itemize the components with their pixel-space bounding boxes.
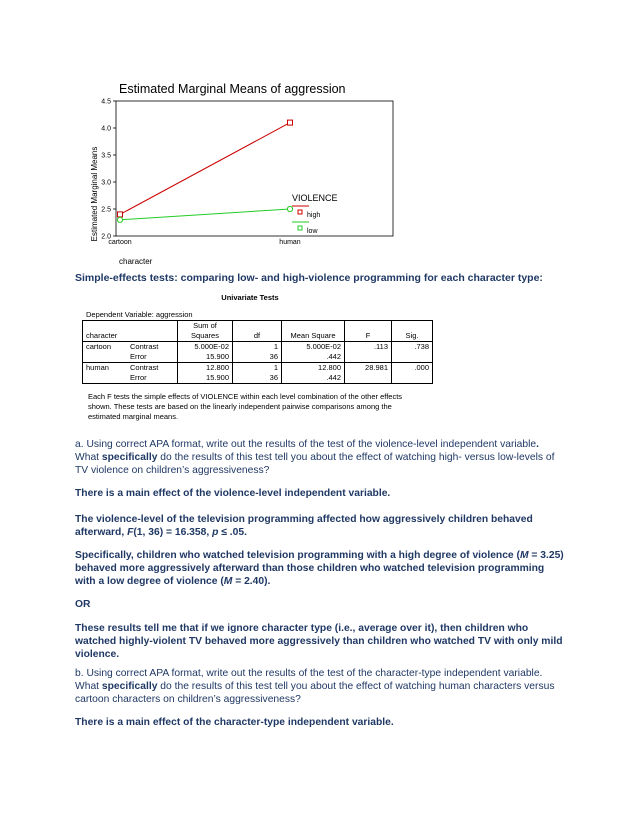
table-row	[83, 363, 433, 374]
cell-ss: 12.800	[178, 363, 233, 374]
table-row	[83, 373, 433, 384]
answer-a-apa-df: (1, 36) = 16.358,	[133, 527, 213, 538]
legend-label-low: low	[307, 228, 318, 235]
cell-character	[83, 352, 128, 363]
y-tick-label: 4.0	[101, 125, 111, 133]
answer-a-specific	[75, 549, 565, 588]
cell-sig	[392, 352, 433, 363]
cell-ss: 15.900	[178, 352, 233, 363]
m-symbol: M	[519, 550, 529, 561]
legend-marker-high	[298, 210, 302, 214]
x-axis	[108, 239, 300, 246]
y-axis-title: Estimated Marginal Means	[90, 146, 99, 242]
cell-f: .113	[345, 342, 392, 353]
question-b-rest: do the results of this test tell you about the effect of watching human characters versus cartoon characters on children’s aggressiveness?	[75, 681, 555, 705]
header-ss-line1: Sum of	[178, 321, 233, 332]
cell-ss: 15.900	[178, 373, 233, 384]
cell-ms: .442	[282, 373, 345, 384]
y-axis	[101, 99, 116, 241]
y-tick-label: 2.0	[101, 233, 111, 241]
f-symbol: F	[127, 527, 134, 538]
x-tick-label: cartoon	[108, 239, 132, 246]
cell-character	[83, 373, 128, 384]
data-point-high	[118, 212, 123, 217]
cell-df: 36	[233, 373, 282, 384]
answer-a-main-effect: There is a main effect of the violence-level independent variable.	[75, 488, 391, 499]
answer-a-apa-text: The violence-level of the television programming affected how aggressively children behaved afterward,	[75, 514, 533, 538]
cell-ms: .442	[282, 352, 345, 363]
header-f: F	[345, 331, 392, 342]
cell-sig	[392, 373, 433, 384]
data-point-low	[287, 206, 292, 211]
cell-df: 1	[233, 342, 282, 353]
plot-border	[116, 101, 393, 236]
cell-ms: 5.000E-02	[282, 342, 345, 353]
cell-df: 1	[233, 363, 282, 374]
cell-ms: 12.800	[282, 363, 345, 374]
line-chart	[0, 0, 638, 270]
question-a-line1: a. Using correct APA format, write out the results of the test of the violence-level independent variable	[75, 439, 537, 450]
data-point-low	[117, 217, 122, 222]
header-df: df	[233, 331, 282, 342]
y-tick-label: 3.5	[101, 152, 111, 160]
or-label: OR	[75, 599, 91, 610]
question-b-what: What	[75, 681, 102, 692]
question-a-what: What	[75, 452, 102, 463]
question-a-specifically: specifically	[101, 452, 158, 463]
header-character: character	[83, 331, 128, 342]
question-a-period: .	[536, 439, 540, 450]
answer-a-apa	[75, 513, 565, 539]
cell-df: 36	[233, 352, 282, 363]
header-ss-line2: Squares	[178, 331, 233, 342]
p-symbol: p	[212, 527, 219, 538]
series-line-high	[120, 123, 290, 215]
table-footnote: Each F tests the simple effects of VIOLENCE within each level combination of the other effects shown. These tests are based on the linearly independent pairwise comparisons among the estimated marginal means.	[88, 392, 403, 421]
table-header-row	[83, 331, 433, 342]
cell-source: Error	[127, 373, 178, 384]
table-row	[83, 342, 433, 353]
cell-f	[345, 352, 392, 363]
y-tick-label: 2.5	[101, 206, 111, 214]
cell-source: Contrast	[127, 363, 178, 374]
legend-marker-low	[298, 226, 302, 230]
question-b-specifically: specifically	[101, 681, 158, 692]
answer-a-specific-text: Specifically, children who watched television programming with a high degree of violence (	[75, 550, 520, 561]
chart-title: Estimated Marginal Means of aggression	[119, 82, 346, 96]
answer-a-specific-mid: = 3.25) behaved more aggressively afterward than those children who watched television programming with a low degree of violence (	[75, 550, 564, 587]
cell-source: Error	[127, 352, 178, 363]
answer-a-specific-end: = 2.40).	[232, 576, 271, 587]
x-axis-title: character	[119, 257, 153, 266]
cell-sig: .000	[392, 363, 433, 374]
y-tick-label: 4.5	[101, 98, 111, 106]
cell-sig: .738	[392, 342, 433, 353]
header-sig: Sig.	[392, 331, 433, 342]
cell-character: human	[83, 363, 128, 374]
cell-character: cartoon	[83, 342, 128, 353]
answer-b-main-effect: There is a main effect of the character-type independent variable.	[75, 717, 394, 728]
table-title: Univariate Tests	[221, 293, 279, 302]
simple-effects-heading: Simple-effects tests: comparing low- and high-violence programming for each character type:	[75, 272, 543, 284]
legend	[292, 193, 338, 235]
series-line-low	[120, 209, 290, 220]
table-header-row	[83, 321, 433, 332]
series-group	[117, 120, 292, 222]
dependent-variable-label: Dependent Variable: aggression	[86, 310, 193, 319]
question-b-line1: b. Using correct APA format, write out the results of the test of the character-type independent variable.	[75, 668, 543, 679]
cell-ss: 5.000E-02	[178, 342, 233, 353]
header-mean-square: Mean Square	[282, 331, 345, 342]
question-a-rest: do the results of this test tell you about the effect of watching high- versus low-levels of TV violence on children’s aggressiveness?	[75, 452, 555, 476]
cell-f	[345, 373, 392, 384]
data-point-high	[288, 120, 293, 125]
table-row	[83, 352, 433, 363]
answer-a-apa-p: ≤ .05.	[218, 527, 247, 538]
m-symbol: M	[223, 576, 233, 587]
question-a	[75, 438, 565, 477]
cell-f: 28.981	[345, 363, 392, 374]
plot-area	[116, 101, 393, 236]
univariate-tests-table	[82, 320, 433, 384]
legend-label-high: high	[307, 212, 321, 219]
legend-title: VIOLENCE	[292, 193, 338, 203]
cell-source: Contrast	[127, 342, 178, 353]
x-tick-label: human	[279, 239, 301, 246]
question-b	[75, 667, 565, 706]
answer-a-interpretation: These results tell me that if we ignore character type (i.e., average over it), then children who watched highly-violent TV behaved more aggressively than children who watched TV with only mild violence.	[75, 623, 563, 660]
y-tick-label: 3.0	[101, 179, 111, 187]
